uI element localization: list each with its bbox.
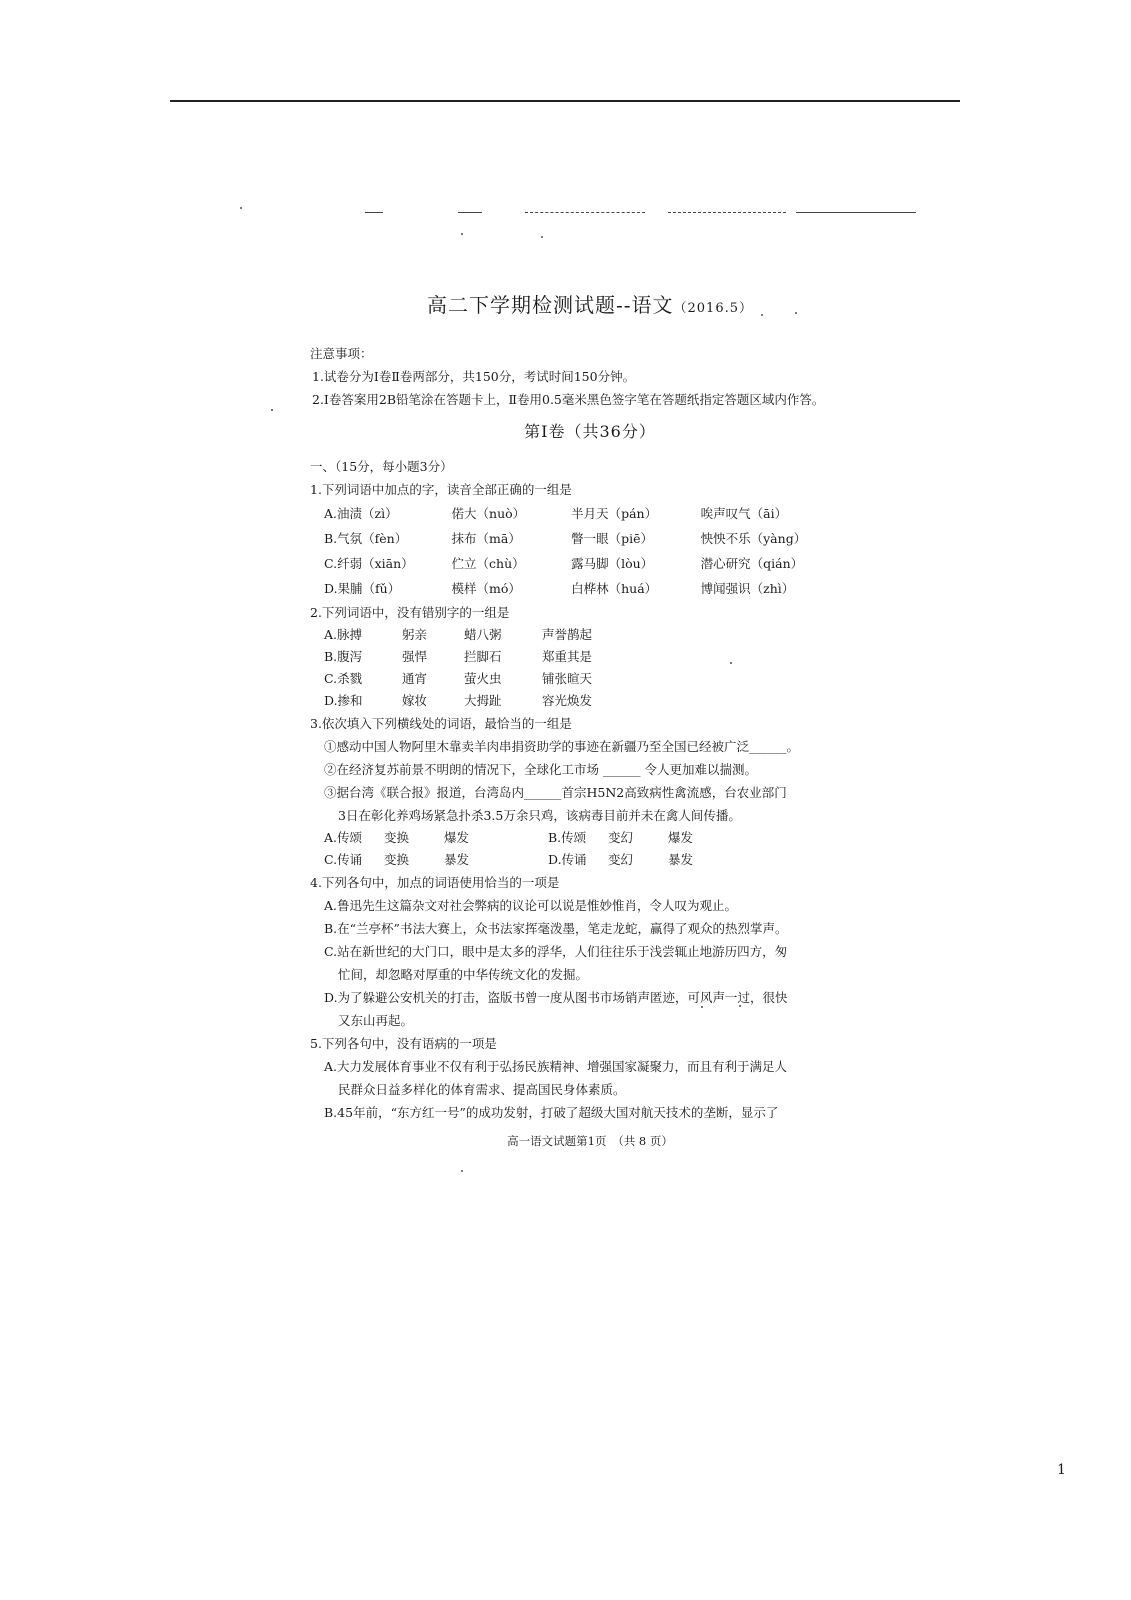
question-4-option-b: B.在“兰亭杯”书法大赛上，众书法家挥毫泼墨，笔走龙蛇，赢得了观众的热烈掌声。: [324, 921, 788, 936]
question-4-option-d: D.为了躲避公安机关的打击，盗版书曾一度从图书市场销声匿迹，可风声一过，很快 又东山再起。: [324, 990, 788, 1028]
option-row-b: B.腹泻 强悍 拦脚石 郑重其是: [324, 649, 593, 664]
question-5-option-b: B.45年前，“东方红一号”的成功发射，打破了超级大国对航天技术的垄断，显示了: [324, 1105, 779, 1120]
scan-speck: [240, 207, 242, 209]
option-row-d: D.掺和 嫁妆 大拇趾 容光焕发: [324, 693, 593, 708]
page-footer: 高一语文试题第1页 （共 8 页）: [507, 1134, 673, 1148]
scan-dash-rule: [796, 212, 916, 213]
scan-dash-rule: [365, 212, 383, 213]
question-4-stem: 4.下列各句中，加点的词语使用恰当的一项是: [310, 875, 560, 890]
option-row-a: A.油渍（zì） 偌大（nuò） 半月天（pán） 唉声叹气（āi）: [324, 506, 788, 521]
notice-item: 2.Ⅰ卷答案用2B铅笔涂在答题卡上，Ⅱ卷用0.5毫米黑色签字笔在答题纸指定答题区域内作答。: [312, 392, 825, 407]
question-3-sentence: ②在经济复苏前景不明朗的情况下，全球化工市场 ______ 令人更加难以揣测。: [324, 762, 757, 777]
notice-heading: 注意事项：: [310, 346, 373, 361]
top-border-rule: [170, 100, 960, 102]
question-1-options: [310, 501, 870, 601]
scan-speck: [461, 233, 463, 235]
question-5-option-a: A.大力发展体育事业不仅有利于弘扬民族精神、增强国家凝聚力，而且有利于满足人 民群众日益多样化的体育需求、提高国民身体素质。: [324, 1059, 788, 1097]
option-row-b: B.气氛（fèn） 抹布（mā） 瞥一眼（piē） 怏怏不乐（yàng）: [324, 531, 807, 546]
question-1-stem: 1.下列词语中加点的字，读音全部正确的一组是: [310, 482, 572, 497]
page-number: 1: [1057, 1462, 1066, 1478]
question-4-option-c: C.站在新世纪的大门口，眼中是太多的浮华，人们往往乐于浅尝辄止地游历四方，匆 忙间，却忽略对厚重的中华传统文化的发掘。: [324, 944, 788, 982]
exam-date: （2016.5）: [673, 301, 753, 316]
question-2-stem: 2.下列词语中，没有错别字的一组是: [310, 605, 510, 620]
question-3-sentence: 3日在彰化养鸡场紧急扑杀3.5万余只鸡，该病毒目前并未在禽人间传播。: [338, 808, 741, 823]
scan-speck: [461, 1170, 463, 1172]
section-title: 第Ⅰ卷（共36分）: [524, 422, 656, 441]
question-5-stem: 5.下列各句中，没有语病的一项是: [310, 1036, 497, 1051]
scan-dash-rule: [668, 212, 786, 213]
option-row-d: D.果脯（fǔ） 模样（mó） 白桦林（huá） 博闻强识（zhì）: [324, 581, 795, 596]
scan-speck: [541, 236, 543, 238]
question-3-choices-cd: C.传诵 变换 暴发 D.传诵 变幻 暴发: [324, 852, 694, 867]
notice-item: 1.试卷分为Ⅰ卷Ⅱ卷两部分，共150分，考试时间150分钟。: [312, 369, 636, 384]
question-3-sentence: ①感动中国人物阿里木靠卖羊肉串捐资助学的事迹在新疆乃至全国已经被广泛______。: [324, 739, 800, 754]
exam-title-text: 高二下学期检测试题--语文: [426, 293, 674, 317]
exam-sheet: [310, 290, 870, 1153]
question-3-stem: 3.依次填入下列横线处的词语，最恰当的一组是: [310, 716, 572, 731]
option-row-a: A.脉搏 躬亲 蜡八粥 声誉鹊起: [324, 627, 593, 642]
question-3-sentence: ③据台湾《联合报》报道，台湾岛内______首宗H5N2高致病性禽流感，台农业部门: [324, 785, 787, 800]
option-row-c: C.纤弱（xiān） 伫立（chù） 露马脚（lòu） 潜心研究（qián）: [324, 556, 804, 571]
question-3-choices-ab: A.传颂 变换 爆发 B.传颂 变幻 爆发: [324, 830, 694, 845]
scan-speck: [271, 409, 273, 411]
exam-title: [310, 290, 870, 324]
scan-dash-rule: [525, 212, 645, 213]
scan-dash-rule: [458, 212, 482, 213]
part-heading: 一、（15分，每小题3分）: [310, 459, 453, 474]
option-row-c: C.杀戮 通宵 萤火虫 铺张暄天: [324, 671, 593, 686]
question-4-option-a: A.鲁迅先生这篇杂文对社会弊病的议论可以说是惟妙惟肖，令人叹为观止。: [324, 898, 738, 913]
question-2-options: [310, 624, 870, 712]
